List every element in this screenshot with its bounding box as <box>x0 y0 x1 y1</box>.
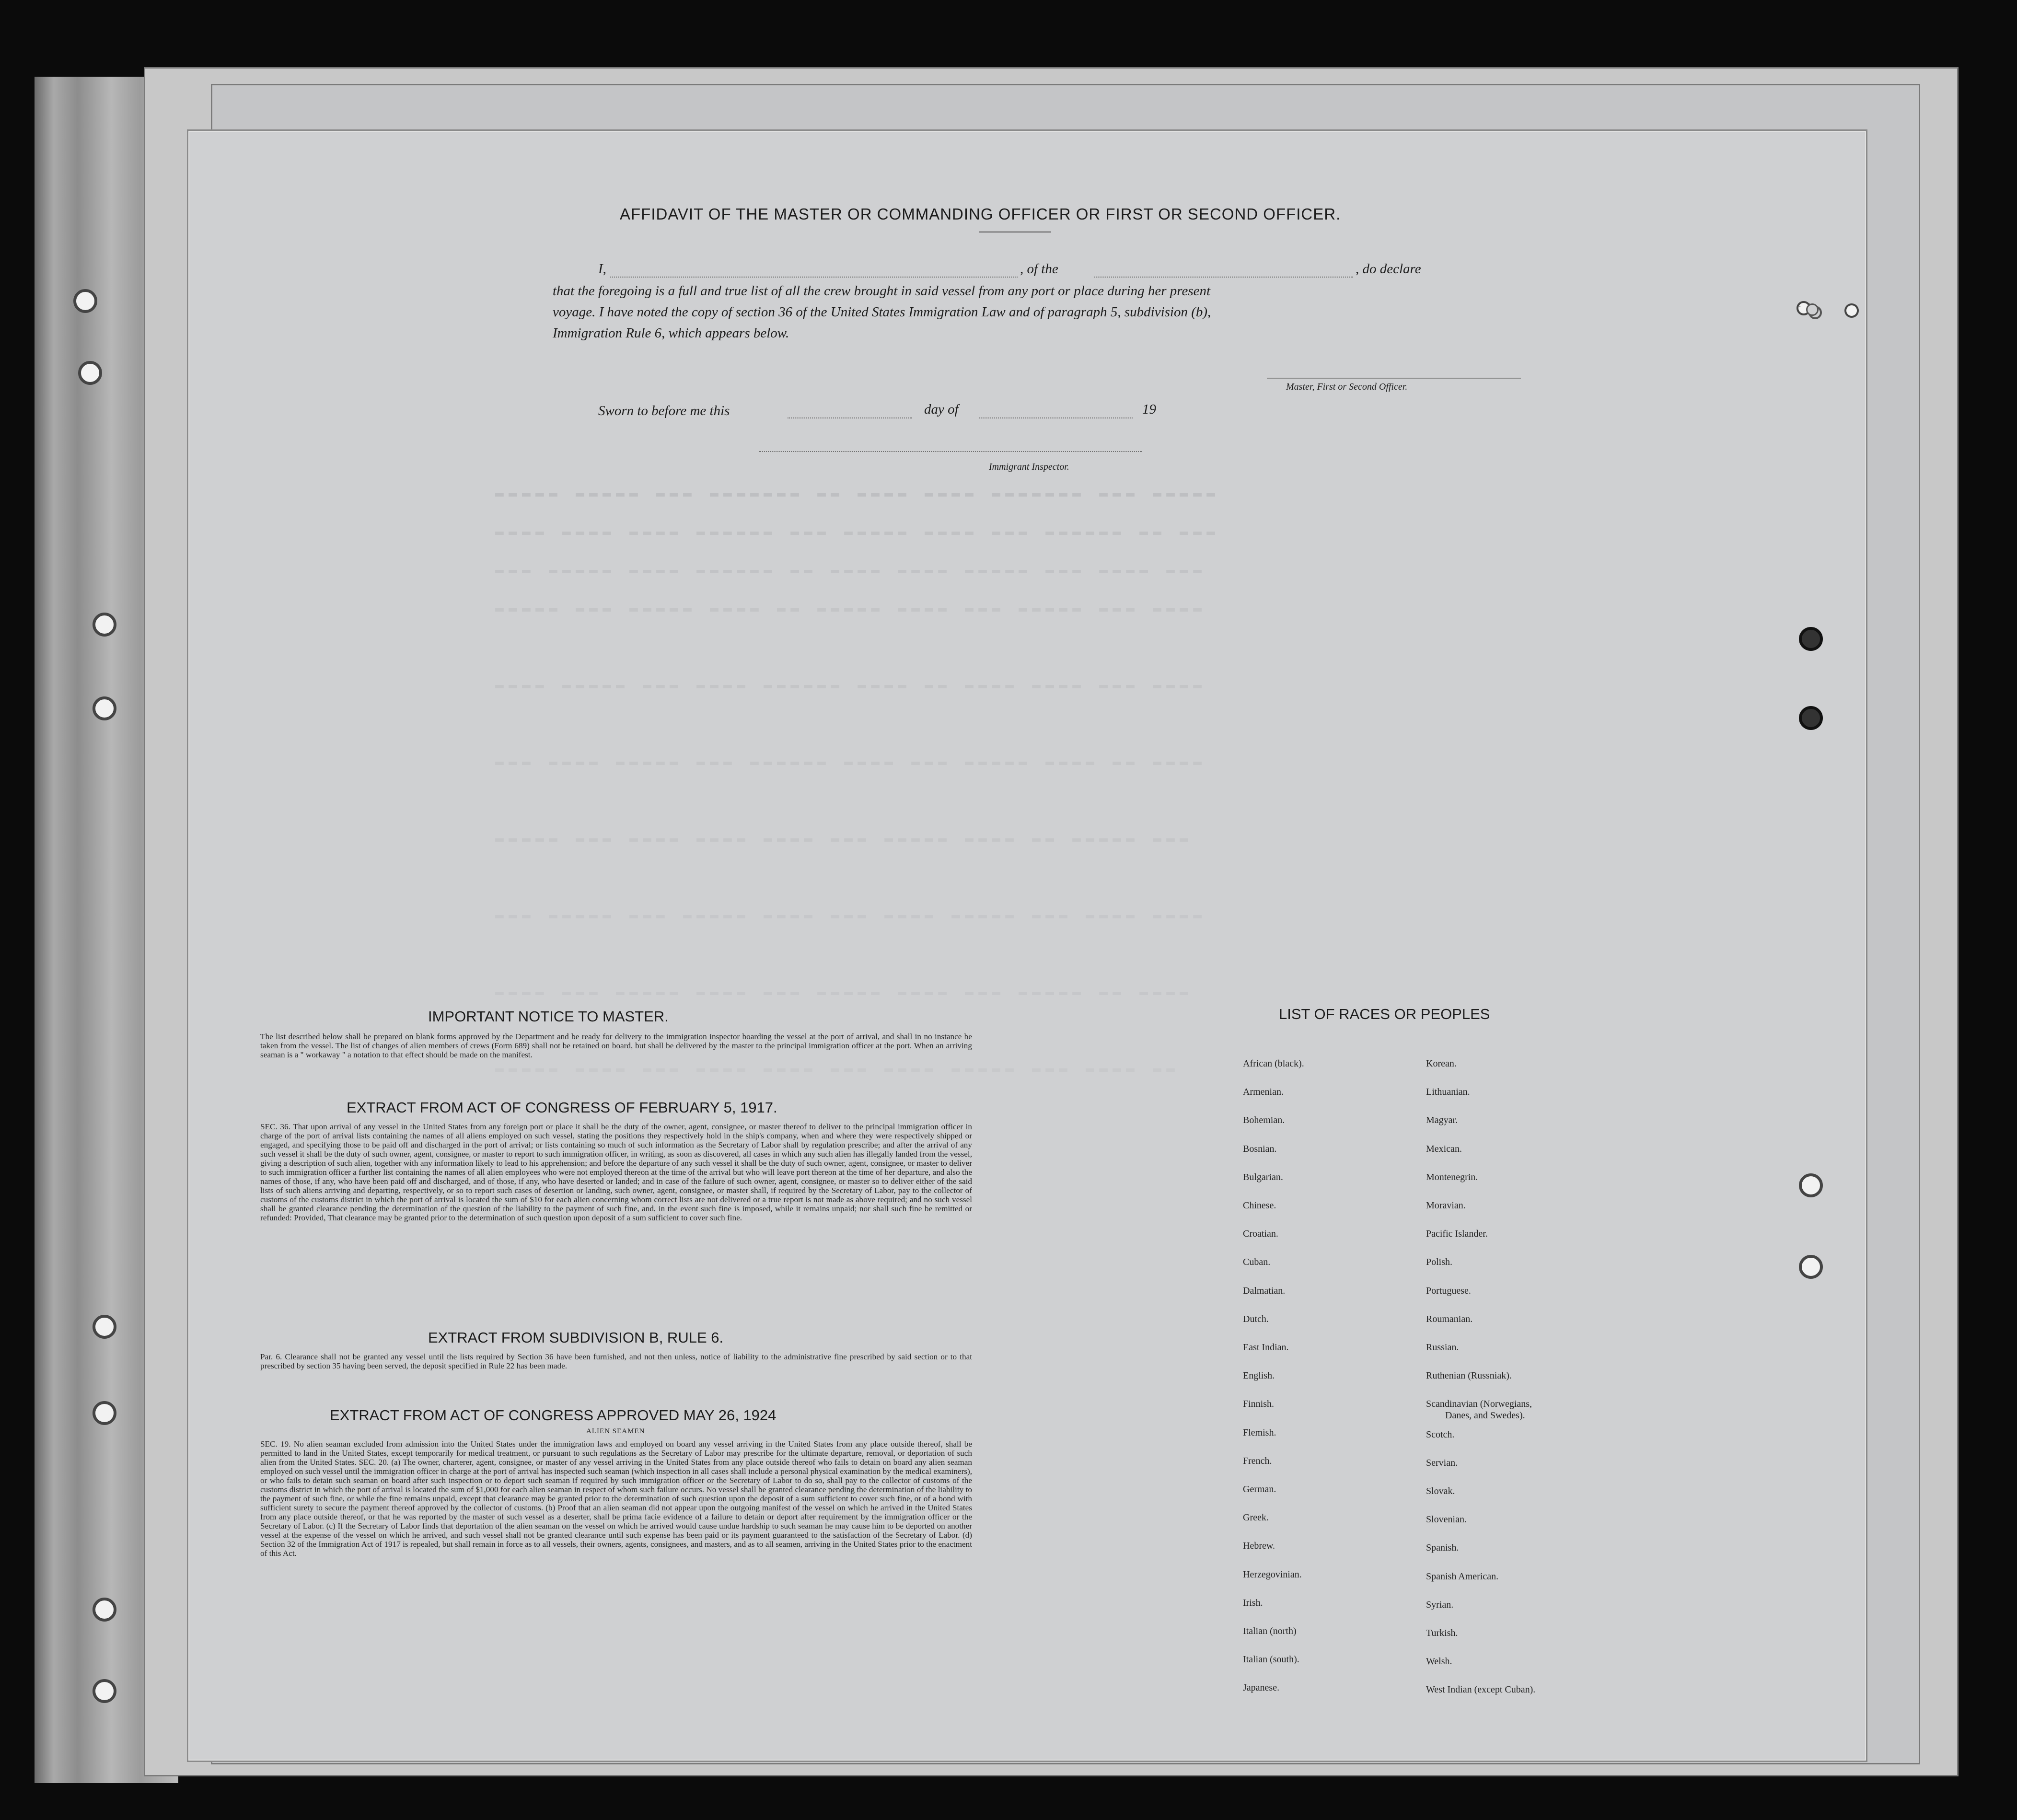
punch-hole <box>1799 306 1800 307</box>
race-item: Servian. <box>1426 1457 1458 1468</box>
extract-1917-body: SEC. 36. That upon arrival of any vessel in the United States from any foreign port or place it shall be the duty of the owner, agent, consignee, or master thereof to deliver to the principal immigration officer in charge of the port of arrival lists containing the names of all aliens employed on such vessel, stating the positions they respectively hold in the ship's company, when and where they were respectively shipped or engaged, and specifying those to be paid off and discharged in the port of arrival; or lists containing so much of such information as the Secretary of Labor shall by regulation prescribe; and after the arrival of any such vessel it shall be the duty of such owner, agent, consignee, or master to report to such immigration officer, in writing, as soon as discovered, all cases in which any such alien has illegally landed from the vessel, giving a description of such alien, together with any information likely to lead to his apprehension; and before the departure of any such vessel it shall be the duty of such owner, agent, consignee, or master to deliver to such immigration officer a further list containing the names of all alien employees who were not employed thereon at the time of the arrival but who will leave port thereon at the time of her departure, and also the names of those, if any, who have been paid off and discharged, and of those, if any, who have deserted or landed; and in case of the failure of such owner, agent, consignee, or master so to deliver either of the said lists of such aliens arriving and departing, respectively, or so to report such cases of desertion or landing, such owner, agent, consignee, or master shall, if required by the Secretary of Labor, pay to the collector of customs of the customs district in which the port of arrival is located the sum of $10 for each alien concerning whom correct lists are not delivered or a true report is not made as above required; and no such vessel shall be granted clearance pending the determination of the question of the liability to the payment of such fine, and, in the event such fine is imposed, while it remains unpaid; nor shall such fine be remitted or refunded: Provided, That clearance may be granted prior to the determination of such question upon deposit of a sum sufficient to cover such fine. <box>260 1122 972 1222</box>
sworn-day-line <box>788 417 912 418</box>
race-item: Korean. <box>1426 1058 1457 1069</box>
race-item: French. <box>1243 1455 1272 1466</box>
race-item: Dutch. <box>1243 1313 1269 1324</box>
race-item: West Indian (except Cuban). <box>1426 1684 1536 1695</box>
extract-rule6-title: EXTRACT FROM SUBDIVISION B, RULE 6. <box>428 1329 724 1346</box>
race-item: Japanese. <box>1243 1682 1280 1693</box>
sworn-day-of: day of <box>924 402 959 417</box>
extract-1924-title: EXTRACT FROM ACT OF CONGRESS APPROVED MAY 26, 1924 <box>330 1407 777 1424</box>
race-item: Scotch. <box>1426 1429 1455 1440</box>
race-item: Polish. <box>1426 1257 1453 1268</box>
notice-title: IMPORTANT NOTICE TO MASTER. <box>428 1008 669 1025</box>
race-item: Pacific Islander. <box>1426 1229 1488 1240</box>
race-item: Italian (north) <box>1243 1626 1297 1636</box>
race-item: Turkish. <box>1426 1628 1458 1638</box>
declaration-of-the: , of the <box>1020 261 1058 277</box>
race-item: Croatian. <box>1243 1229 1278 1240</box>
punch-hole <box>73 289 97 313</box>
bleed-through-text: ▬▬▬ ▬▬▬▬▬ ▬▬▬▬ ▬▬▬▬▬▬ ▬▬ ▬▬▬▬ ▬▬▬▬ ▬▬▬▬▬ ▬▬▬ ▬▬▬▬ ▬▬▬ <box>495 562 1207 579</box>
punch-hole <box>1806 303 1819 316</box>
race-item: Slovenian. <box>1426 1514 1467 1525</box>
punch-hole <box>1799 1255 1823 1279</box>
race-item: Irish. <box>1243 1597 1263 1608</box>
vessel-name-line <box>1094 277 1353 278</box>
declaration-line: that the foregoing is a full and true list of all the crew brought in said vessel from any port or place during her present <box>553 283 1211 299</box>
race-item: Chinese. <box>1243 1200 1276 1211</box>
bleed-through-text: ▬▬▬▬ ▬▬▬ ▬▬▬▬▬ ▬▬▬▬ ▬▬▬ ▬▬▬▬▬ ▬▬▬▬ ▬▬▬ ▬▬▬▬▬ ▬▬ ▬▬▬▬ <box>495 984 1194 1000</box>
race-item: Bulgarian. <box>1243 1171 1283 1182</box>
punch-hole <box>93 1679 116 1703</box>
master-signature-line <box>1267 378 1521 379</box>
bleed-through-text: ▬▬▬▬ ▬▬▬▬▬ ▬▬▬ ▬▬▬▬ ▬▬▬▬▬▬ ▬▬▬▬ ▬▬ ▬▬▬▬ ▬▬▬▬ ▬▬▬ ▬▬▬▬ <box>495 677 1207 694</box>
bleed-through-text: ▬▬▬▬▬ ▬▬▬ ▬▬▬▬ ▬▬▬▬ ▬▬▬▬ ▬▬▬ ▬▬▬▬▬ ▬▬▬▬ ▬▬ ▬▬▬▬▬ ▬▬▬ <box>495 831 1194 847</box>
race-item: Syrian. <box>1426 1599 1454 1610</box>
race-item: Roumanian. <box>1426 1313 1473 1324</box>
race-item: Mexican. <box>1426 1143 1462 1154</box>
punch-hole <box>93 1598 116 1622</box>
race-item: German. <box>1243 1484 1276 1495</box>
race-item: Flemish. <box>1243 1427 1276 1438</box>
sworn-text: Sworn to before me this <box>598 403 730 418</box>
bleed-through-text: ▬▬▬▬▬ ▬▬▬ ▬▬▬▬▬ ▬▬▬▬ ▬▬ ▬▬▬▬▬ ▬▬▬▬ ▬▬▬ ▬▬▬▬▬ ▬▬▬ ▬▬▬▬ <box>495 601 1207 617</box>
race-item: African (black). <box>1243 1058 1304 1069</box>
race-item: Herzegovinian. <box>1243 1569 1302 1580</box>
race-item: Lithuanian. <box>1426 1087 1470 1098</box>
punch-hole <box>1808 303 1810 305</box>
race-item: Scandinavian (Norwegians, <box>1426 1399 1532 1410</box>
affidavit-title: AFFIDAVIT OF THE MASTER OR COMMANDING OFFICER OR FIRST OR SECOND OFFICER. <box>620 205 1341 223</box>
race-item-continuation: Danes, and Swedes). <box>1445 1410 1525 1421</box>
punch-hole <box>93 1315 116 1339</box>
bleed-through-text: ▬▬▬▬▬ ▬▬▬▬ ▬▬▬ ▬▬▬▬ ▬▬▬▬ ▬▬▬ ▬▬▬▬ ▬▬▬▬▬ ▬▬▬ ▬▬▬▬ ▬▬ <box>495 1061 1180 1077</box>
inspector-signature-line <box>759 451 1142 452</box>
bleed-through-text: ▬▬▬▬ ▬▬▬▬ ▬▬▬▬ ▬▬▬▬▬▬ ▬▬▬ ▬▬▬▬▬ ▬▬▬▬ ▬▬▬ ▬▬▬▬▬▬ ▬▬ ▬▬▬ <box>495 524 1220 540</box>
punch-hole <box>1799 1173 1823 1197</box>
race-item: Spanish. <box>1426 1542 1459 1553</box>
affidavit-page <box>187 129 1867 1762</box>
punch-hole <box>1844 303 1859 318</box>
punch-hole <box>93 613 116 637</box>
master-name-line <box>610 277 1018 278</box>
race-item: Bosnian. <box>1243 1143 1277 1154</box>
race-item: Ruthenian (Russniak). <box>1426 1370 1512 1381</box>
declaration-i: I, <box>598 261 606 277</box>
race-item: Slovak. <box>1426 1486 1455 1496</box>
race-item: Spanish American. <box>1426 1571 1499 1582</box>
declaration-line: Immigration Rule 6, which appears below. <box>553 325 789 341</box>
race-item: Bohemian. <box>1243 1115 1285 1126</box>
race-item: Russian. <box>1426 1342 1459 1353</box>
races-title: LIST OF RACES OR PEOPLES <box>1279 1006 1490 1022</box>
punch-hole <box>1799 627 1823 651</box>
notice-body: The list described below shall be prepared on blank forms approved by the Department and be ready for delivery to the immigration inspector boarding the vessel at the port of arrival, and shall in no instance be taken from the vessel. The list of changes of alien members of crews (Form 689) shall not be retained on board, but shall be delivered by the master to the principal immigration officer at the port. When an arriving seaman is a " workaway " a notation to that effect should be made on the manifest. <box>260 1032 972 1059</box>
extract-rule6-body: Par. 6. Clearance shall not be granted any vessel until the lists required by Section 36 have been furnished, and not then unless, notice of liability to the administrative fine prescribed by said section or to that prescribed by section 35 having been served, the deposit specified in Rule 22 has been made. <box>260 1352 972 1370</box>
punch-hole <box>1799 706 1823 730</box>
declaration-line: voyage. I have noted the copy of section 36 of the United States Immigration Law and of paragraph 5, subdivision (b), <box>553 304 1211 320</box>
race-item: Magyar. <box>1426 1115 1458 1126</box>
punch-hole <box>93 1401 116 1425</box>
race-item: East Indian. <box>1243 1342 1289 1353</box>
inspector-label: Immigrant Inspector. <box>989 462 1069 472</box>
race-item: Portuguese. <box>1426 1285 1471 1296</box>
declaration-do-declare: , do declare <box>1356 261 1421 277</box>
race-item: Montenegrin. <box>1426 1171 1478 1182</box>
bleed-through-text: ▬▬▬▬▬ ▬▬▬▬▬ ▬▬▬ ▬▬▬▬▬▬▬ ▬▬ ▬▬▬▬ ▬▬▬▬ ▬▬▬▬▬▬▬ ▬▬▬ ▬▬▬▬▬ <box>495 486 1220 502</box>
punch-hole <box>78 361 102 385</box>
race-item: Moravian. <box>1426 1200 1466 1211</box>
punch-hole <box>93 696 116 720</box>
race-item: Cuban. <box>1243 1257 1271 1268</box>
sworn-year: 19 <box>1142 402 1156 417</box>
sworn-month-line <box>979 417 1133 418</box>
race-item: Armenian. <box>1243 1087 1284 1098</box>
bleed-through-text: ▬▬▬ ▬▬▬▬▬ ▬▬▬ ▬▬▬▬▬ ▬▬▬▬ ▬▬▬ ▬▬▬▬ ▬▬▬▬▬ ▬▬▬ ▬▬▬▬ ▬▬▬▬ <box>495 907 1207 924</box>
race-item: Hebrew. <box>1243 1541 1275 1552</box>
race-item: Welsh. <box>1426 1656 1452 1667</box>
extract-1924-body: SEC. 19. No alien seaman excluded from admission into the United States under the immigration laws and employed on board any vessel arriving in the United States from any place outside thereof, shall be permitted to land in the United States, except temporarily for medical treatment, or pursuant to such regulations as the Secretary of Labor may prescribe for the ultimate departure, removal, or deportation of such alien from the United States. SEC. 20. (a) The owner, charterer, agent, consignee, or master of any vessel arriving in the United States from any place outside thereof who fails to detain on board any alien seaman employed on such vessel until the immigration officer in charge at the port of arrival has inspected such seaman (which inspection in all cases shall include a personal physical examination by the medical examiners), or who fails to detain such seaman on board after such inspection or to deport such seaman if required by such immigration officer or the Secretary of Labor to do so, shall pay to the collector of customs of the customs district in which the port of arrival is located the sum of $1,000 for each alien seaman in respect of whom such failure occurs. No vessel shall be granted clearance pending the determination of the liability to the payment of such fine, or while the fine remains unpaid, except that clearance may be granted prior to the determination of such question upon the deposit of a sum sufficient to cover such fine, or of a bond with sufficient surety to secure the payment thereof approved by the collector of customs. (b) Proof that an alien seaman did not appear upon the outgoing manifest of the vessel on which he arrived in the United States from any place outside thereof, or that he was reported by the master of such vessel as a deserter, shall be prima facie evidence of a failure to detain or deport after requirement by the immigration officer or the Secretary of Labor. (c) If the Secretary of Labor finds that deportation of the alien seaman on the vessel on which he arrived would cause undue hardship to such seaman he may cause him to be deported on another vessel at the expense of the vessel on which he arrived, and such vessel shall not be granted clearance until such expense has been paid or its payment guaranteed to the satisfaction of the Secretary of Labor. (d) Section 32 of the Immigration Act of 1917 is repealed, but shall remain in force as to all vessels, their owners, agents, consignees, and masters, and as to all seamen, arriving in the United States prior to the enactment of this Act. <box>260 1439 972 1558</box>
bleed-through-text: ▬▬▬ ▬▬▬▬ ▬▬▬▬▬ ▬▬▬ ▬▬▬▬▬▬ ▬▬▬▬ ▬▬▬ ▬▬▬▬▬ ▬▬▬▬ ▬▬ ▬▬▬▬ <box>495 754 1207 770</box>
signature-label: Master, First or Second Officer. <box>1286 382 1408 392</box>
extract-1924-subtitle: ALIEN SEAMEN <box>586 1427 645 1435</box>
race-item: English. <box>1243 1370 1275 1381</box>
race-item: Dalmatian. <box>1243 1285 1286 1296</box>
race-item: Italian (south). <box>1243 1654 1299 1665</box>
extract-1917-title: EXTRACT FROM ACT OF CONGRESS OF FEBRUARY 5, 1917. <box>347 1099 777 1116</box>
race-item: Greek. <box>1243 1512 1269 1523</box>
race-item: Finnish. <box>1243 1399 1275 1410</box>
